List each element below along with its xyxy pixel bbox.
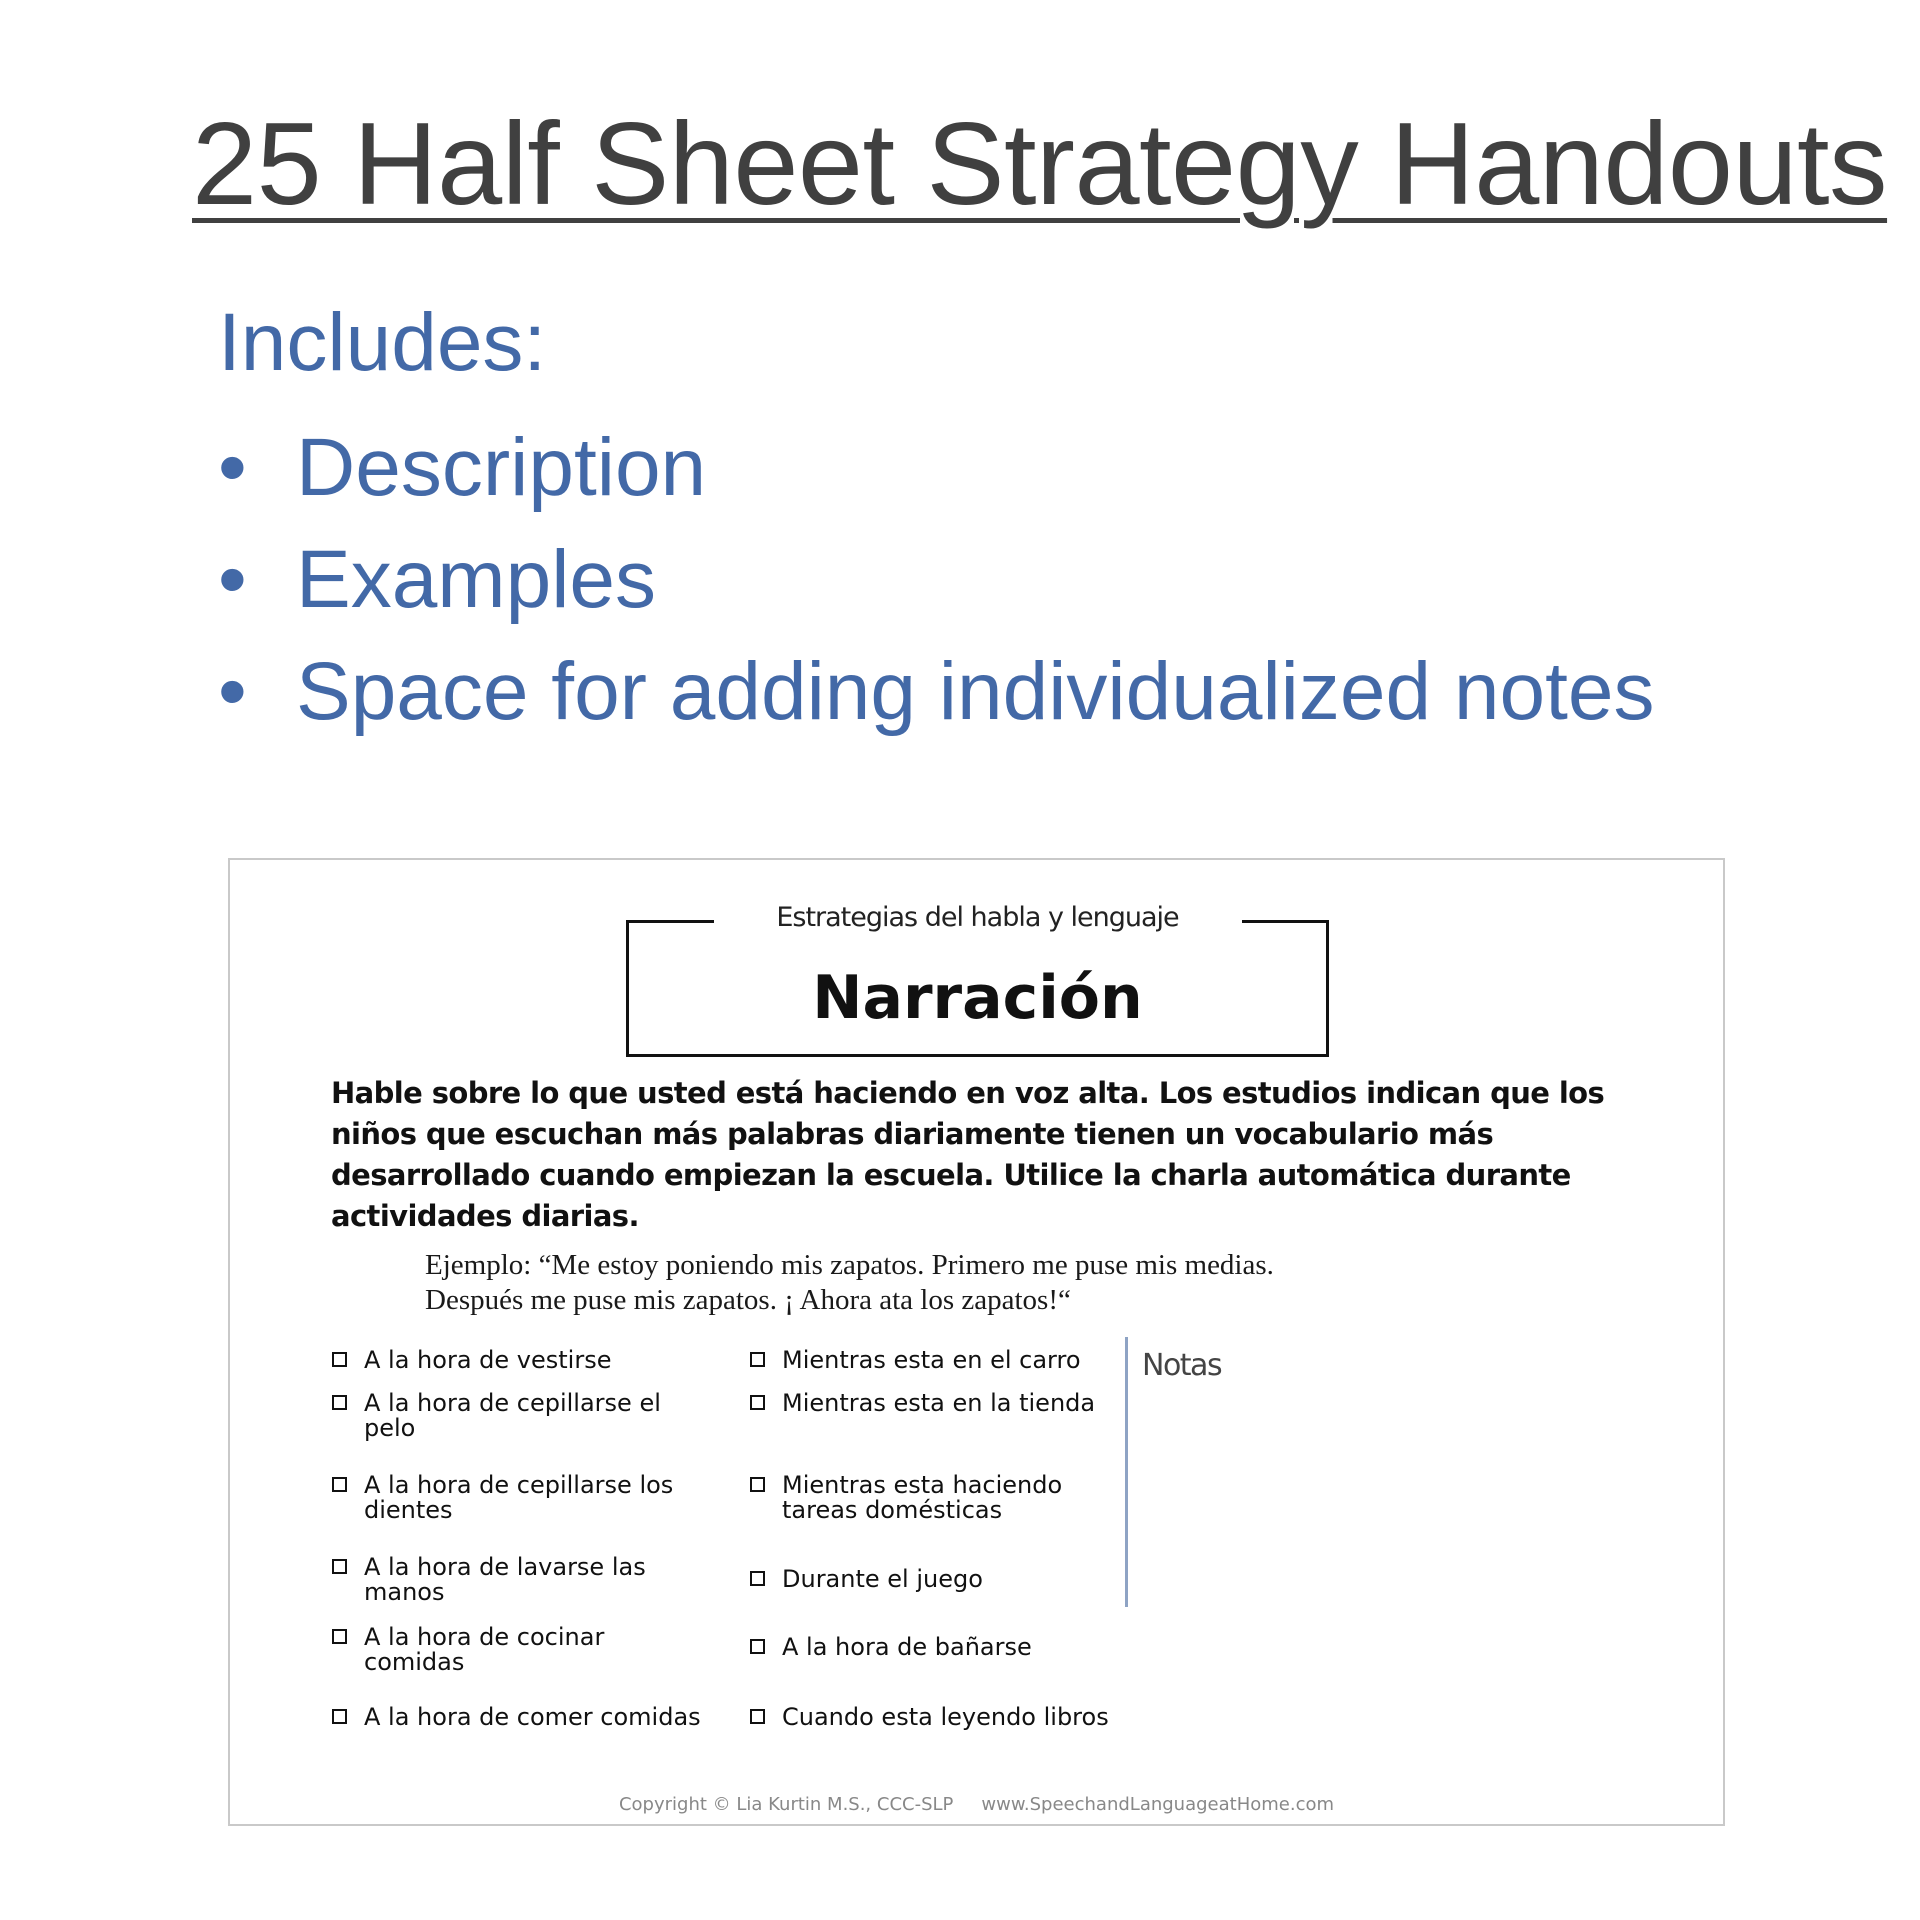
handout-title: Narración xyxy=(812,963,1143,1033)
list-item: • Examples xyxy=(218,524,1655,636)
includes-list xyxy=(218,412,1655,748)
checkbox-icon[interactable] xyxy=(750,1352,765,1367)
bullet-icon: • xyxy=(218,422,247,513)
checkbox-icon[interactable] xyxy=(332,1477,347,1492)
bullet-icon: • xyxy=(218,534,247,625)
checklist-item[interactable]: Mientras esta en el carro xyxy=(750,1348,1120,1373)
checkbox-icon[interactable] xyxy=(750,1395,765,1410)
checkbox-icon[interactable] xyxy=(750,1709,765,1724)
website-link[interactable]: www.SpeechandLanguageatHome.com xyxy=(981,1794,1335,1815)
bullet-icon: • xyxy=(218,646,247,737)
checklist-item[interactable]: Mientras esta en la tienda xyxy=(750,1391,1120,1416)
checkbox-icon[interactable] xyxy=(750,1477,765,1492)
handout-footer xyxy=(230,1794,1723,1815)
checklist-item[interactable]: A la hora de lavarse las manos xyxy=(332,1555,702,1605)
checklist-item[interactable]: A la hora de comer comidas xyxy=(332,1705,702,1730)
checkbox-icon[interactable] xyxy=(332,1709,347,1724)
list-item: • Space for adding individualized notes xyxy=(218,636,1655,748)
list-item: • Description xyxy=(218,412,1655,524)
checklist-item[interactable]: A la hora de bañarse xyxy=(750,1635,1120,1660)
checklist-item[interactable]: A la hora de cepillarse el pelo xyxy=(332,1391,702,1441)
notes-label: Notas xyxy=(1142,1348,1222,1383)
checkbox-icon[interactable] xyxy=(332,1559,347,1574)
checkbox-icon[interactable] xyxy=(332,1352,347,1367)
handout-description: Hable sobre lo que usted está haciendo en voz alta. Los estudios indican que los niños que escuchan más palabras diariamente tienen un vocabulario más desarrollado cuando empiezan la escuela. Utilice la charla automática durante actividades diarias. xyxy=(331,1076,1605,1233)
checklist-item[interactable]: A la hora de vestirse xyxy=(332,1348,702,1373)
checkbox-icon[interactable] xyxy=(332,1395,347,1410)
checklist-item[interactable]: Durante el juego xyxy=(750,1567,1120,1592)
handout-example: Ejemplo: “Me estoy poniendo mis zapatos. Primero me puse mis medias. Después me puse mis zapatos. ¡ Ahora ata los zapatos!“ xyxy=(425,1249,1274,1316)
includes-heading: Includes: xyxy=(218,297,547,388)
checklist-item[interactable]: Cuando esta leyendo libros xyxy=(750,1705,1120,1730)
checkbox-icon[interactable] xyxy=(332,1629,347,1644)
notes-divider xyxy=(1125,1337,1128,1607)
slide-title: 25 Half Sheet Strategy Handouts xyxy=(192,98,1888,229)
checkbox-icon[interactable] xyxy=(750,1639,765,1654)
checklist-item[interactable]: A la hora de cocinar comidas xyxy=(332,1625,702,1675)
handout-preview xyxy=(228,858,1725,1826)
copyright-text: Copyright © Lia Kurtin M.S., CCC-SLP xyxy=(618,1794,954,1815)
checklist-item[interactable]: A la hora de cepillarse los dientes xyxy=(332,1473,702,1523)
handout-subtitle: Estrategias del habla y lenguaje xyxy=(776,902,1179,933)
checkbox-icon[interactable] xyxy=(750,1571,765,1586)
checklist-item[interactable]: Mientras esta haciendo tareas domésticas xyxy=(750,1473,1120,1523)
